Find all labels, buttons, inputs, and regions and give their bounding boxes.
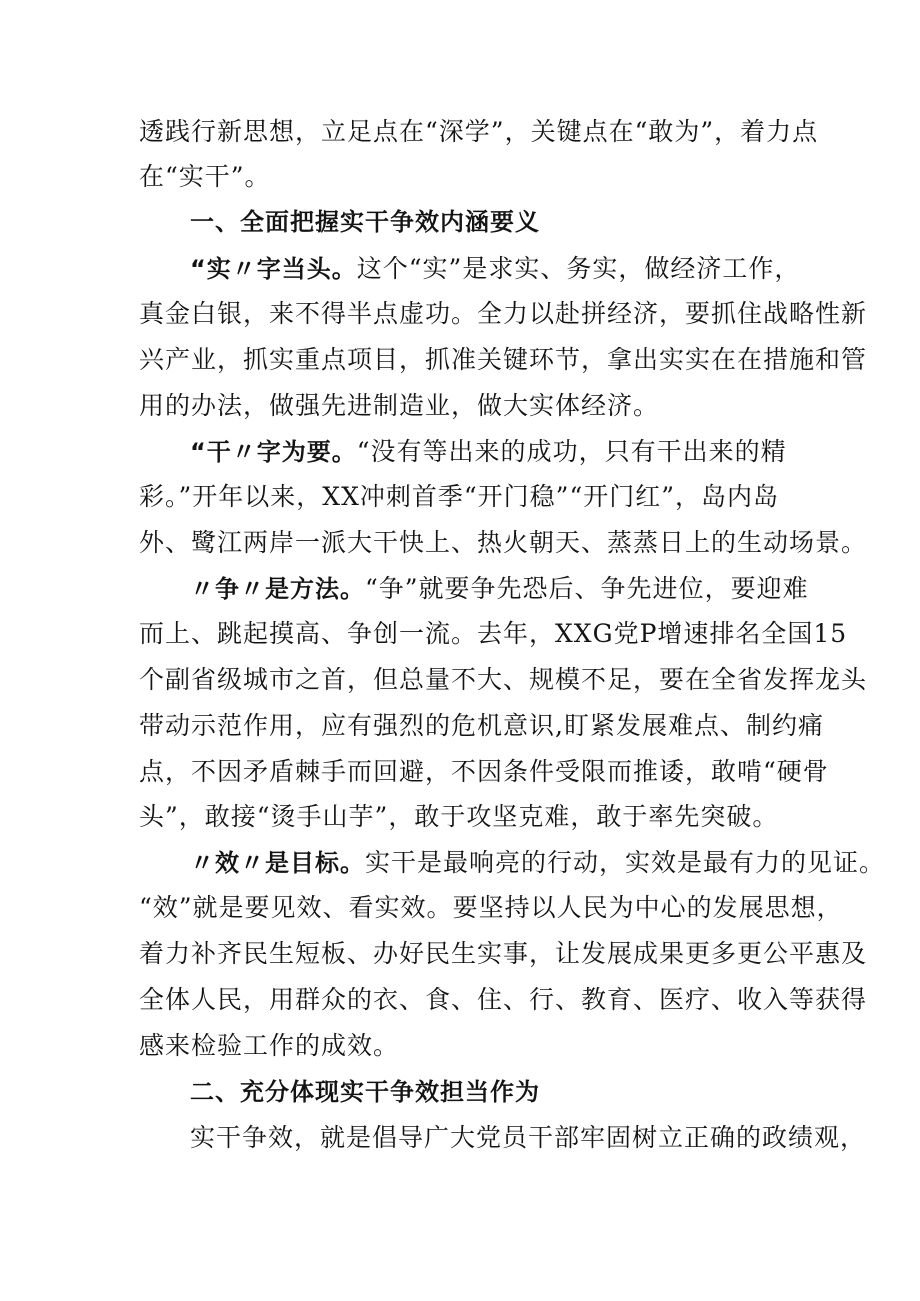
paragraph-shi-line: 真金白银，来不得半点虚功。全力以赴拼经济，要抓住战略性新 <box>139 299 868 328</box>
paragraph-zheng-text: “争”就要争先恐后、争先进位，要迎难 <box>365 574 809 603</box>
paragraph-gan-first-line <box>190 437 787 467</box>
paragraph-xiao-line: 着力补齐民生短板、办好民生实事，让发展成果更多更公平惠及 <box>139 939 868 968</box>
paragraph-zheng-first-line <box>190 574 809 604</box>
paragraph-gan-line: 彩。”开年以来，XX冲刺首季“开门稳”“开门红”，岛内岛 <box>139 482 780 511</box>
paragraph-zheng-line: 而上、跳起摸高、争创一流。去年，XXG党P增速排名全国15 <box>139 619 848 648</box>
section-1-heading: 一、全面把握实干争效内涵要义 <box>190 208 540 236</box>
paragraph-xiao-line: 感来检验工作的成效。 <box>139 1031 400 1060</box>
paragraph-zheng-line: 个副省级城市之首，但总量不大、规模不足，要在全省发挥龙头 <box>139 665 868 694</box>
paragraph-shi-line: 兴产业，抓实重点项目，抓准关键环节，拿出实实在在措施和管 <box>139 345 868 374</box>
paragraph-shi-lead: “实〃字当头。 <box>190 255 357 283</box>
paragraph-gan-lead: “干〃字为要。 <box>190 438 357 466</box>
paragraph-xiao-lead: 〃效〃是目标。 <box>190 849 365 877</box>
section-2-line: 实干争效，就是倡导广大党员干部牢固树立正确的政绩观， <box>190 1123 867 1152</box>
paragraph-zheng-line: 带动示范作用，应有强烈的危机意识,盯紧发展难点、制约痛 <box>139 711 824 740</box>
paragraph-shi-line: 用的办法，做强先进制造业，做大实体经济。 <box>139 391 660 420</box>
paragraph-xiao-first-line <box>190 848 885 878</box>
paragraph-xiao-line: “效”就是要见效、看实效。要坚持以人民为中心的发展思想， <box>139 893 843 922</box>
section-2-heading: 二、充分体现实干争效担当作为 <box>190 1078 540 1106</box>
paragraph-shi-first-line <box>190 254 800 284</box>
paragraph-gan-text: “没有等出来的成功，只有干出来的精 <box>356 437 787 466</box>
paragraph-zheng-line: 点，不因矛盾棘手而回避，不因条件受限而推诿，敢啃“硬骨 <box>139 757 829 786</box>
paragraph-xiao-text: 实干是最响亮的行动，实效是最有力的见证。 <box>365 848 886 877</box>
paragraph-zheng-line: 头”，敢接“烫手山芋”，敢于攻坚克难，敢于率先突破。 <box>139 802 779 831</box>
paragraph-zheng-lead: 〃争〃是方法。 <box>190 575 365 603</box>
intro-line-2: 在“实干”。 <box>139 162 271 191</box>
paragraph-gan-line: 外、鹭江两岸一派大干快上、热火朝天、蒸蒸日上的生动场景。 <box>139 528 868 557</box>
paragraph-xiao-line: 全体人民，用群众的衣、食、住、行、教育、医疗、收入等获得 <box>139 985 868 1014</box>
paragraph-shi-text: 这个“实”是求实、务实，做经济工作， <box>356 254 801 283</box>
intro-line-1: 透践行新思想，立足点在“深学”，关键点在“敢为”，着力点 <box>139 117 819 146</box>
